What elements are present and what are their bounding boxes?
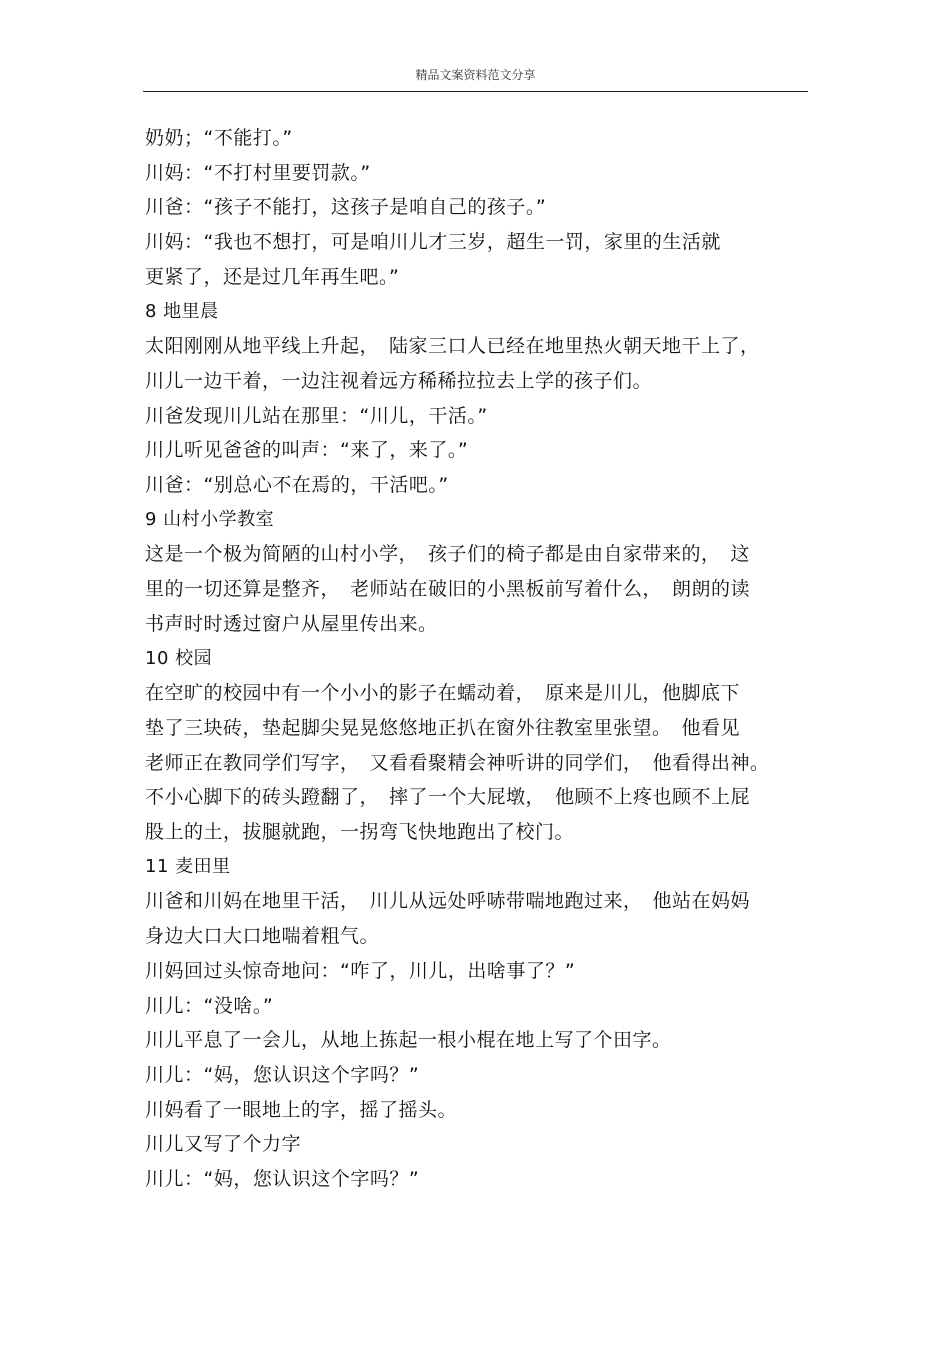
header-divider bbox=[143, 91, 808, 92]
text-line: 在空旷的校园中有一个小小的影子在蠕动着， 原来是川儿，他脚底下 bbox=[145, 682, 741, 705]
text-line: 股上的土，拔腿就跑，一拐弯飞快地跑出了校门。 bbox=[145, 821, 575, 844]
text-line: 川儿一边干着，一边注视着远方稀稀拉拉去上学的孩子们。 bbox=[145, 369, 653, 392]
text-line: 川儿听见爸爸的叫声：“来了，来了。” bbox=[145, 439, 469, 462]
text-line: 川儿：“没啥。” bbox=[145, 994, 274, 1017]
text-line: 川儿：“妈，您认识这个字吗？” bbox=[145, 1063, 420, 1086]
scene-heading: 8 地里晨 bbox=[145, 300, 219, 322]
text-line: 川妈：“不打村里要罚款。” bbox=[145, 161, 371, 184]
text-line: 奶奶；“不能打。” bbox=[145, 127, 293, 149]
text-line: 这是一个极为简陋的山村小学， 孩子们的椅子都是由自家带来的， 这 bbox=[145, 543, 751, 566]
text-line: 不小心脚下的砖头蹬翻了， 摔了一个大屁墩， 他顾不上疼也顾不上屁 bbox=[145, 786, 751, 809]
page-header: 精品文案资料范文分享 bbox=[415, 68, 536, 82]
text-line: 川爸和川妈在地里干活， 川儿从远处呼哧带喘地跑过来， 他站在妈妈 bbox=[145, 890, 751, 913]
text-line: 太阳刚刚从地平线上升起， 陆家三口人已经在地里热火朝天地干上了， bbox=[145, 335, 760, 358]
text-line: 川儿又写了个力字 bbox=[145, 1133, 302, 1156]
text-line: 川妈：“我也不想打，可是咱川儿才三岁，超生一罚，家里的生活就 bbox=[145, 231, 721, 254]
text-line: 更紧了，还是过几年再生吧。” bbox=[145, 265, 400, 288]
text-line: 川儿：“妈，您认识这个字吗？” bbox=[145, 1168, 420, 1191]
text-line: 身边大口大口地喘着粗气。 bbox=[145, 925, 380, 948]
scene-heading: 11 麦田里 bbox=[145, 855, 231, 877]
text-line: 川爸发现川儿站在那里：“川儿，干活。” bbox=[145, 404, 488, 427]
text-line: 川妈回过头惊奇地问：“咋了，川儿，出啥事了？” bbox=[145, 959, 576, 982]
text-line: 川爸：“孩子不能打，这孩子是咱自己的孩子。” bbox=[145, 196, 547, 219]
text-line: 里的一切还算是整齐， 老师站在破旧的小黑板前写着什么， 朗朗的读 bbox=[145, 578, 751, 601]
text-line: 川儿平息了一会儿，从地上拣起一根小棍在地上写了个田字。 bbox=[145, 1029, 672, 1052]
text-line: 川爸：“别总心不在焉的，干活吧。” bbox=[145, 474, 449, 497]
text-line: 垫了三块砖，垫起脚尖晃晃悠悠地正扒在窗外往教室里张望。 他看见 bbox=[145, 716, 741, 739]
scene-heading: 10 校园 bbox=[145, 647, 213, 669]
text-line: 川妈看了一眼地上的字，摇了摇头。 bbox=[145, 1098, 458, 1121]
text-line: 老师正在教同学们写字， 又看看聚精会神听讲的同学们， 他看得出神。 bbox=[145, 751, 770, 774]
text-line: 书声时时透过窗户从屋里传出来。 bbox=[145, 612, 438, 635]
document-body bbox=[145, 121, 808, 1197]
scene-heading: 9 山村小学教室 bbox=[145, 508, 275, 530]
